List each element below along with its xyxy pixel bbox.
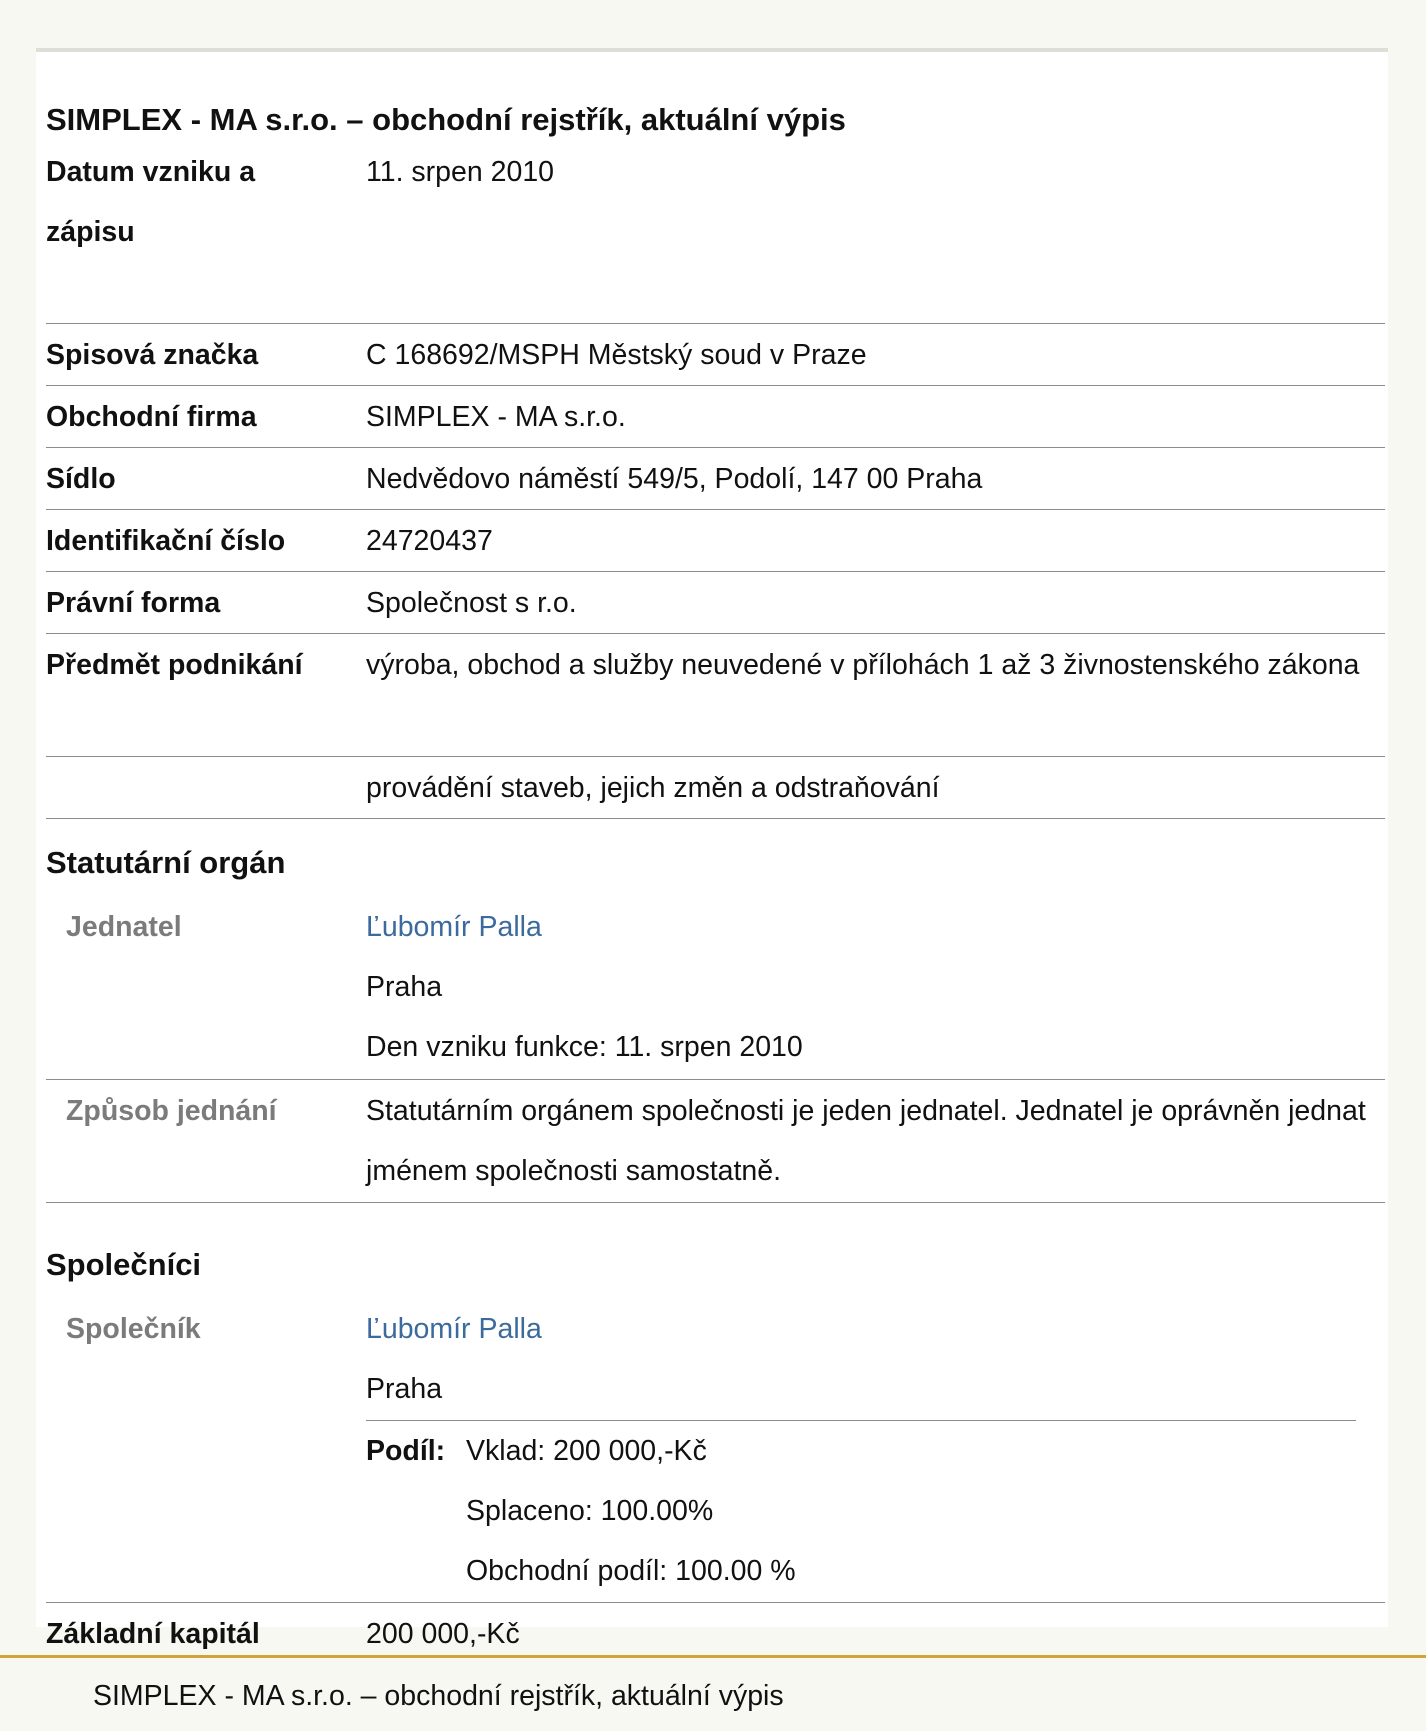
row-pravni-forma <box>46 573 1385 634</box>
label-pravni-forma: Právní forma <box>46 587 221 619</box>
label-datum-line1: Datum vzniku a <box>46 156 256 188</box>
row-spolecnik <box>46 1299 1385 1603</box>
label-spisova-znacka: Spisová značka <box>46 339 259 371</box>
value-predmet-item-1: výroba, obchod a služby neuvedené v přílohách 1 až 3 živnostenského zákona <box>366 649 1360 681</box>
value-datum-vzniku: 11. srpen 2010 <box>366 156 555 188</box>
label-predmet-podnikani: Předmět podnikání <box>46 649 303 681</box>
label-jednatel: Jednatel <box>66 911 182 943</box>
row-predmet-podnikani <box>46 635 1385 757</box>
value-obchodni-firma: SIMPLEX - MA s.r.o. <box>366 401 626 433</box>
footer-text: SIMPLEX - MA s.r.o. – obchodní rejstřík, aktuální výpis <box>93 1680 784 1712</box>
row-spisova-znacka <box>46 325 1385 386</box>
spolecnik-name-link[interactable]: Ľubomír Palla <box>366 1313 542 1345</box>
value-identifikacni-cislo: 24720437 <box>366 525 493 557</box>
podil-splaceno: Splaceno: 100.00% <box>466 1495 714 1527</box>
podil-vklad: Vklad: 200 000,-Kč <box>466 1435 707 1467</box>
register-card <box>36 48 1388 1650</box>
row-predmet-podnikani-2 <box>46 758 1385 819</box>
value-zakladni-kapital: 200 000,-Kč <box>366 1618 520 1650</box>
podil-label: Podíl: <box>366 1435 446 1467</box>
row-obchodni-firma <box>46 387 1385 448</box>
label-datum-line2: zápisu <box>46 216 135 248</box>
row-zpusob-jednani <box>46 1081 1385 1203</box>
page-footer <box>0 1655 1426 1731</box>
spolecnik-city: Praha <box>366 1373 443 1405</box>
value-spisova-znacka: C 168692/MSPH Městský soud v Praze <box>366 339 867 371</box>
row-identifikacni-cislo <box>46 511 1385 572</box>
section-spolecnici: Společníci <box>46 1247 202 1282</box>
label-sidlo: Sídlo <box>46 463 116 495</box>
value-zpusob-jednani: Statutárním orgánem společnosti je jeden jednatel. Jednatel je oprávněn jednat jménem společnosti samostatně. <box>366 1095 1366 1187</box>
jednatel-name-link[interactable]: Ľubomír Palla <box>366 911 542 943</box>
page-title: SIMPLEX - MA s.r.o. – obchodní rejstřík, aktuální výpis <box>46 102 846 137</box>
value-predmet-item-2: provádění staveb, jejich změn a odstraňování <box>366 772 940 804</box>
value-pravni-forma: Společnost s r.o. <box>366 587 577 619</box>
label-obchodni-firma: Obchodní firma <box>46 401 257 433</box>
label-identifikacni-cislo: Identifikační číslo <box>46 525 286 557</box>
section-statutarni-organ: Statutární orgán <box>46 845 286 880</box>
value-sidlo: Nedvědovo náměstí 549/5, Podolí, 147 00 Praha <box>366 463 983 495</box>
label-spolecnik: Společník <box>66 1313 201 1345</box>
label-zakladni-kapital: Základní kapitál <box>46 1618 260 1650</box>
row-datum-vzniku <box>46 142 1385 324</box>
podil-obchodni-podil: Obchodní podíl: 100.00 % <box>466 1555 796 1587</box>
jednatel-city: Praha <box>366 971 443 1003</box>
label-zpusob-jednani: Způsob jednání <box>66 1095 277 1127</box>
row-jednatel <box>46 897 1385 1080</box>
jednatel-since: Den vzniku funkce: 11. srpen 2010 <box>366 1031 803 1063</box>
row-sidlo <box>46 449 1385 510</box>
